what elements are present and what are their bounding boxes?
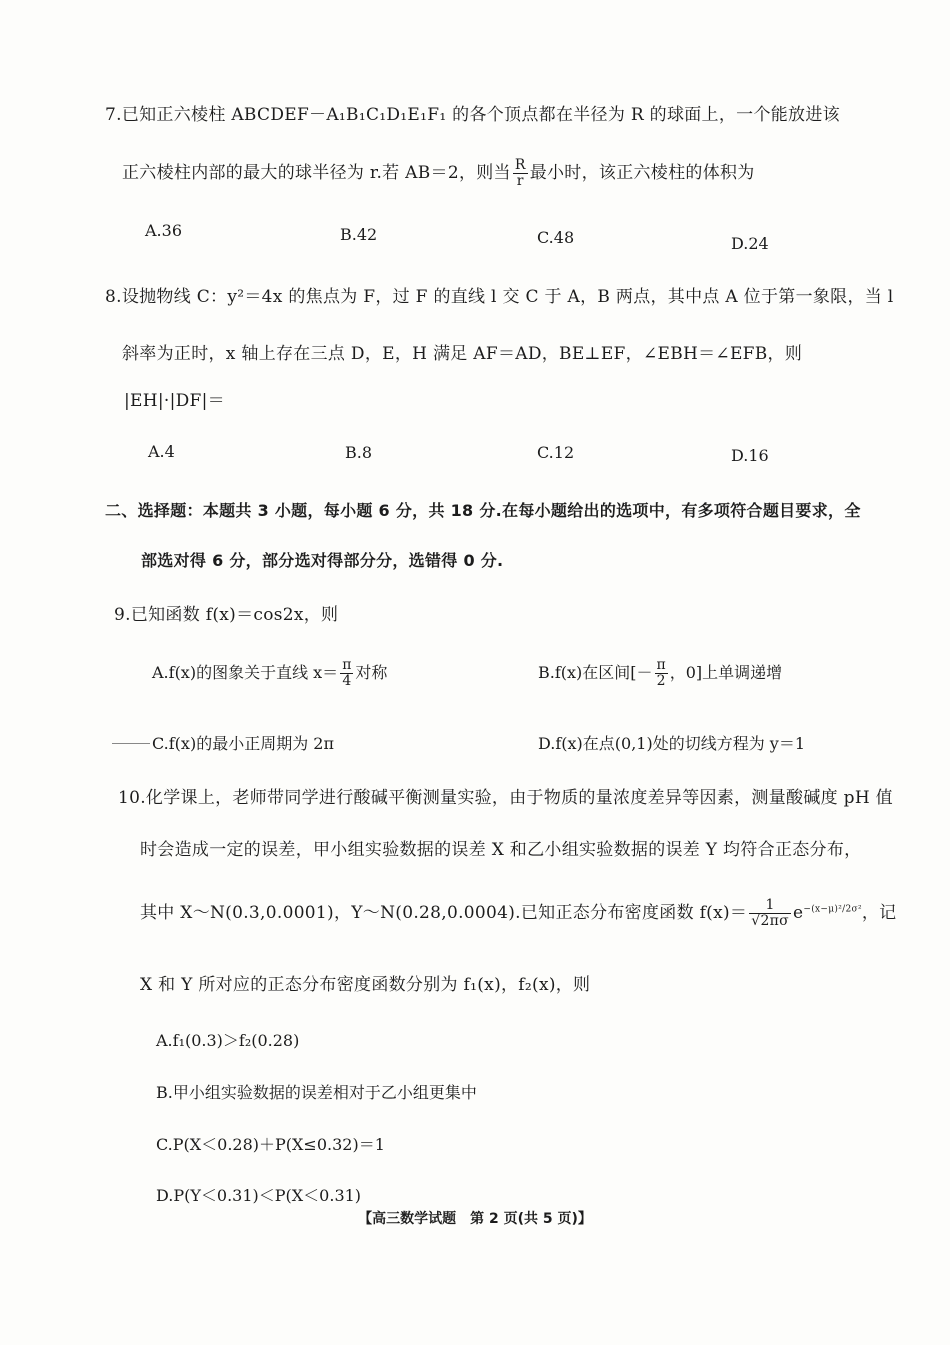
q9-option-b-fraction — [655, 658, 668, 689]
scan-mark-dash — [112, 743, 150, 744]
q8-option-a: A.4 — [148, 442, 175, 461]
q10-coeff-num: 1 — [749, 898, 791, 914]
q7-option-c: C.48 — [537, 228, 575, 247]
q10-stem-text-b: ，记 — [861, 903, 897, 923]
q8-stem-line3: |EH|·|DF|＝ — [124, 391, 225, 411]
q7-stem-line2 — [122, 158, 755, 189]
q7-stem-line1: 7.已知正六棱柱 ABCDEF－A₁B₁C₁D₁E₁F₁ 的各个顶点都在半径为 R 的球面上，一个能放进该 — [105, 105, 840, 125]
q7-frac-num: R — [514, 157, 526, 173]
q10-normal-coeff-fraction — [749, 898, 791, 929]
page-footer: 【高三数学试题 第 2 页(共 5 页)】 — [358, 1211, 592, 1227]
q9-option-b — [538, 658, 782, 689]
q9-option-a — [152, 658, 387, 689]
q8-option-c: C.12 — [537, 443, 575, 462]
q9-option-d: D.f(x)在点(0,1)处的切线方程为 y＝1 — [538, 734, 806, 753]
q7-stem-text-a: 正六棱柱内部的最大的球半径为 r.若 AB＝2，则当 — [122, 163, 511, 183]
q9-option-a-frac-num: π — [342, 657, 352, 673]
q10-e: e — [793, 903, 804, 923]
q7-option-d: D.24 — [731, 234, 769, 253]
q10-stem-line1: 10.化学课上，老师带同学进行酸碱平衡测量实验，由于物质的量浓度差异等因素，测量酸碱度 pH 值 — [118, 788, 893, 808]
q9-stem: 9.已知函数 f(x)＝cos2x，则 — [114, 605, 339, 625]
q9-option-b-frac-num: π — [656, 657, 666, 673]
q10-stem-line4: X 和 Y 所对应的正态分布密度函数分别为 f₁(x)，f₂(x)，则 — [140, 975, 591, 995]
q9-option-a-text-b: 对称 — [355, 663, 388, 682]
q10-stem-line2: 时会造成一定的误差，甲小组实验数据的误差 X 和乙小组实验数据的误差 Y 均符合正态分布， — [140, 840, 862, 860]
q10-option-d: D.P(Y＜0.31)＜P(X＜0.31) — [156, 1186, 362, 1205]
q8-stem-line1: 8.设抛物线 C：y²＝4x 的焦点为 F，过 F 的直线 l 交 C 于 A，B 两点，其中点 A 位于第一象限，当 l — [105, 287, 894, 307]
q9-option-b-text-a: B.f(x)在区间 — [538, 663, 631, 682]
q9-option-b-bracket-open: [－ — [630, 663, 653, 682]
q8-option-d: D.16 — [731, 446, 769, 465]
q9-option-b-text-b: 上单调递增 — [702, 663, 783, 682]
q10-option-b: B.甲小组实验数据的误差相对于乙小组更集中 — [156, 1083, 477, 1102]
q10-option-a: A.f₁(0.3)＞f₂(0.28) — [156, 1031, 300, 1050]
q10-coeff-den: √2πσ — [751, 913, 790, 929]
section2-heading-line1: 二、选择题：本题共 3 小题，每小题 6 分，共 18 分.在每小题给出的选项中，有多项符合题目要求，全 — [105, 501, 861, 520]
q10-stem-line3 — [140, 898, 896, 929]
q10-option-c: C.P(X＜0.28)＋P(X≤0.32)＝1 — [156, 1135, 385, 1154]
q10-stem-text-a: 其中 X～N(0.3,0.0001)，Y～N(0.28,0.0004).已知正态分布密度函数 f(x)＝ — [140, 903, 748, 923]
q9-option-a-text-a: A.f(x)的图象关于直线 x＝ — [152, 663, 339, 682]
q9-option-b-bracket-close: ，0] — [669, 663, 703, 682]
section2-heading-line2: 部选对得 6 分，部分选对得部分分，选错得 0 分. — [141, 551, 504, 570]
q8-stem-line2: 斜率为正时，x 轴上存在三点 D，E，H 满足 AF＝AD，BE⊥EF，∠EBH＝∠EFB，则 — [122, 344, 803, 364]
q7-stem-text-b: 最小时，该正六棱柱的体积为 — [529, 163, 755, 183]
q7-frac-den: r — [516, 173, 524, 189]
q9-option-b-frac-den: 2 — [656, 673, 666, 689]
q9-option-a-frac-den: 4 — [342, 673, 352, 689]
q10-exponent: −(x−μ)²/2σ² — [803, 904, 862, 915]
q7-fraction-R-over-r — [513, 158, 528, 189]
q9-option-c: C.f(x)的最小正周期为 2π — [152, 734, 334, 753]
q7-option-a: A.36 — [145, 221, 182, 240]
q9-option-a-fraction — [340, 658, 353, 689]
q7-option-b: B.42 — [340, 225, 378, 244]
q8-option-b: B.8 — [345, 443, 373, 462]
